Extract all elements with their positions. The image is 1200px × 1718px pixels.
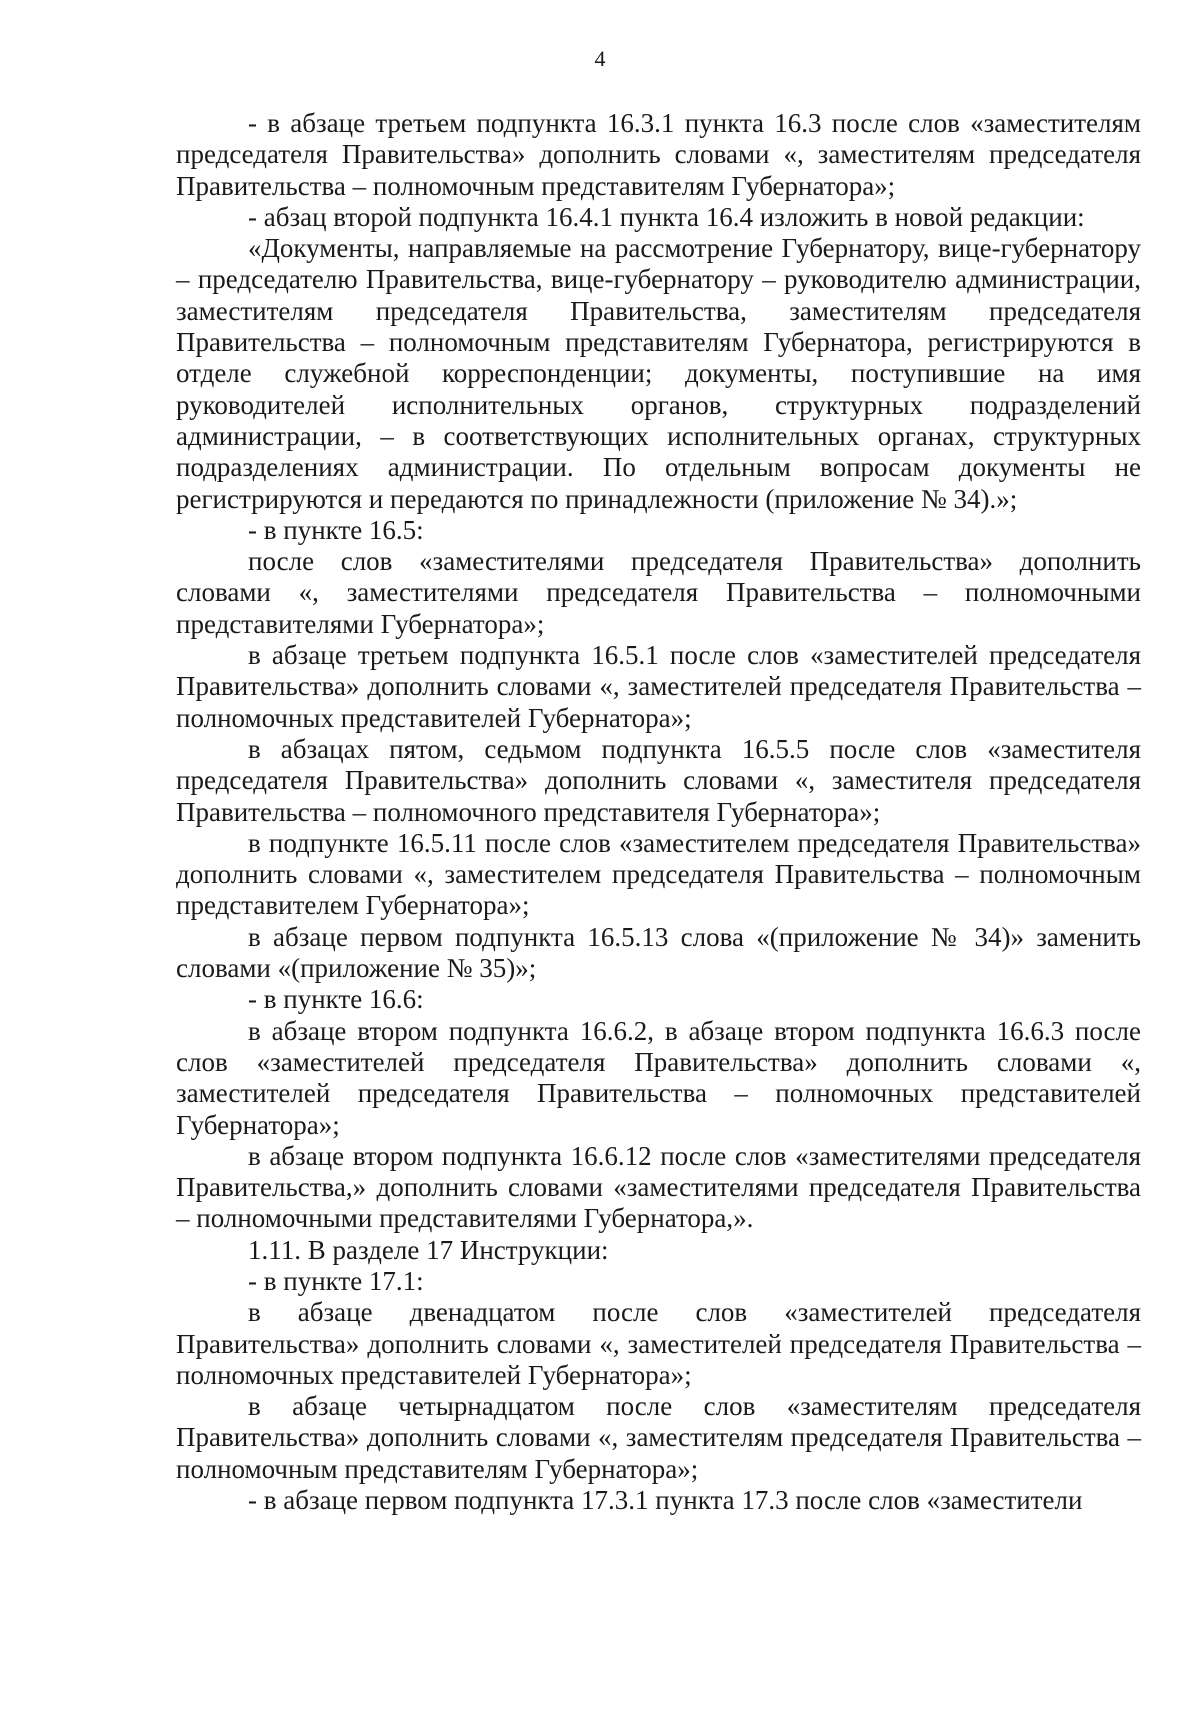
paragraph: после слов «заместителями председателя Правительства» дополнить словами «, заместителями председателя Правительства – полномочными представителями Губернатора»;: [176, 546, 1141, 639]
paragraph: - абзац второй подпункта 16.4.1 пункта 16.4 изложить в новой редакции:: [248, 201, 1085, 232]
paragraph: в абзацах пятом, седьмом подпункта 16.5.5 после слов «заместителя председателя Правительства» дополнить словами «, заместителя председателя Правительства – полномочного представителя Губернатора»;: [176, 733, 1141, 827]
paragraph: - в абзаце третьем подпункта 16.3.1 пункта 16.3 после слов «заместителям председателя Правительства» дополнить словами «, заместителям председателя Правительства – полномочным представителям Губернатора»;: [176, 108, 1141, 201]
page-number: 4: [594, 46, 606, 71]
paragraph: в абзаце втором подпункта 16.6.2, в абзаце втором подпункта 16.6.3 после слов «заместителей председателя Правительства» дополнить словами «, заместителей председателя Правительства – полномочных представителей Губернатора»;: [176, 1015, 1141, 1140]
paragraph: 1.11. В разделе 17 Инструкции:: [248, 1234, 609, 1265]
paragraph: «Документы, направляемые на рассмотрение Губернатору, вице-губернатору – председателю Правительства, вице-губернатору – руководителю администрации, заместителям председателя Правительства, заместителям председателя Правительства – полномочным представителям Губернатора, регистрируются в отделе служебной корреспонденции; документы, поступившие на имя руководителей исполнительных органов, структурных подразделений администрации, – в соответствующих исполнительных органах, структурных подразделениях администрации. По отдельным вопросам документы не регистрируются и передаются по принадлежности (приложение № 34).»;: [176, 233, 1141, 514]
paragraph: в подпункте 16.5.11 после слов «заместителем председателя Правительства» дополнить словами «, заместителем председателя Правительства – полномочным представителем Губернатора»;: [176, 827, 1141, 921]
paragraph: - в пункте 16.5:: [248, 514, 424, 545]
paragraph: в абзаце втором подпункта 16.6.12 после слов «заместителями председателя Правительства,» дополнить словами «заместителями председателя Правительства – полномочными представителями Губернатора,».: [176, 1140, 1141, 1234]
paragraph: в абзаце первом подпункта 16.5.13 слова «(приложение № 34)» заменить словами «(приложение № 35)»;: [176, 921, 1141, 984]
paragraph: в абзаце третьем подпункта 16.5.1 после слов «заместителей председателя Правительства» дополнить словами «, заместителей председателя Правительства – полномочных представителей Губернатора»;: [176, 640, 1141, 733]
document-body: [176, 108, 1141, 1516]
paragraph: - в пункте 16.6:: [248, 984, 424, 1015]
paragraph: - в пункте 17.1:: [248, 1265, 424, 1296]
paragraph: - в абзаце первом подпункта 17.3.1 пункта 17.3 после слов «заместители: [248, 1485, 1083, 1516]
paragraph: в абзаце двенадцатом после слов «заместителей председателя Правительства» дополнить словами «, заместителей председателя Правительства – полномочных представителей Губернатора»;: [176, 1297, 1141, 1390]
paragraph: в абзаце четырнадцатом после слов «заместителям председателя Правительства» дополнить словами «, заместителям председателя Правительства – полномочным представителям Губернатора»;: [176, 1391, 1141, 1484]
